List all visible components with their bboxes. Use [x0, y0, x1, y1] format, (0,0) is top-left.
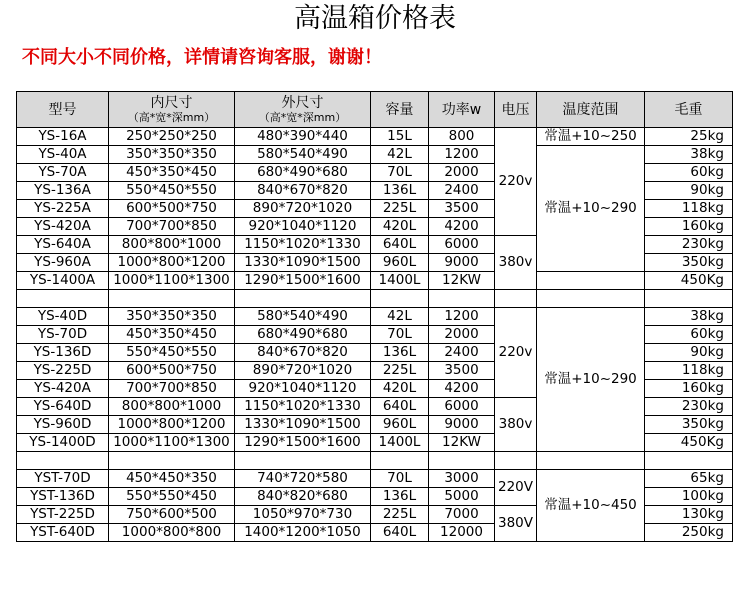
- cell-outer-size: 680*490*680: [235, 326, 371, 344]
- table-row: [17, 470, 733, 488]
- header-weight: 毛重: [645, 92, 733, 128]
- cell-power: 9000: [429, 416, 495, 434]
- blank-cell: [429, 452, 495, 470]
- cell-capacity: 42L: [371, 308, 429, 326]
- cell-capacity: 15L: [371, 128, 429, 146]
- cell-model: YS-420A: [17, 218, 109, 236]
- cell-power: 3500: [429, 362, 495, 380]
- cell-power: 5000: [429, 488, 495, 506]
- cell-power: 6000: [429, 398, 495, 416]
- cell-inner-size: 1000*800*800: [109, 524, 235, 542]
- cell-capacity: 225L: [371, 200, 429, 218]
- cell-inner-size: 1000*800*1200: [109, 254, 235, 272]
- cell-weight: 160kg: [645, 380, 733, 398]
- cell-capacity: 420L: [371, 218, 429, 236]
- cell-weight: 65kg: [645, 470, 733, 488]
- cell-power: 3000: [429, 470, 495, 488]
- cell-capacity: 640L: [371, 236, 429, 254]
- cell-outer-size: 920*1040*1120: [235, 380, 371, 398]
- cell-outer-size: 1400*1200*1050: [235, 524, 371, 542]
- cell-outer-size: 840*670*820: [235, 344, 371, 362]
- cell-outer-size: 1330*1090*1500: [235, 416, 371, 434]
- header-model: 型号: [17, 92, 109, 128]
- cell-model: YS-136A: [17, 182, 109, 200]
- header-inner-size: [109, 92, 235, 128]
- cell-capacity: 70L: [371, 164, 429, 182]
- cell-inner-size: 750*600*500: [109, 506, 235, 524]
- cell-model: YS-1400A: [17, 272, 109, 290]
- cell-outer-size: 480*390*440: [235, 128, 371, 146]
- cell-capacity: 225L: [371, 506, 429, 524]
- cell-power: 800: [429, 128, 495, 146]
- cell-voltage: 220V: [495, 470, 537, 506]
- cell-model: YS-960A: [17, 254, 109, 272]
- cell-temp-range: [537, 272, 645, 290]
- cell-weight: 230kg: [645, 398, 733, 416]
- cell-inner-size: 700*700*850: [109, 380, 235, 398]
- cell-weight: 25kg: [645, 128, 733, 146]
- cell-model: YS-70D: [17, 326, 109, 344]
- blank-cell: [495, 290, 537, 308]
- page-title: 高温箱价格表: [294, 3, 456, 34]
- cell-capacity: 1400L: [371, 272, 429, 290]
- cell-inner-size: 800*800*1000: [109, 398, 235, 416]
- cell-inner-size: 450*450*350: [109, 470, 235, 488]
- cell-model: YS-16A: [17, 128, 109, 146]
- cell-power: 1200: [429, 308, 495, 326]
- cell-inner-size: 350*350*350: [109, 308, 235, 326]
- cell-capacity: 42L: [371, 146, 429, 164]
- separator-row: [17, 290, 733, 308]
- cell-weight: 450Kg: [645, 272, 733, 290]
- cell-outer-size: 890*720*1020: [235, 362, 371, 380]
- cell-weight: 130kg: [645, 506, 733, 524]
- cell-outer-size: 1290*1500*1600: [235, 272, 371, 290]
- blank-cell: [429, 290, 495, 308]
- cell-capacity: 960L: [371, 416, 429, 434]
- header-power: 功率w: [429, 92, 495, 128]
- cell-model: YST-225D: [17, 506, 109, 524]
- cell-capacity: 640L: [371, 524, 429, 542]
- header-capacity: 容量: [371, 92, 429, 128]
- cell-weight: 230kg: [645, 236, 733, 254]
- cell-temp-range: 常温+10~250: [537, 128, 645, 146]
- cell-weight: 60kg: [645, 326, 733, 344]
- cell-outer-size: 1150*1020*1330: [235, 398, 371, 416]
- cell-outer-size: 840*670*820: [235, 182, 371, 200]
- cell-power: 12KW: [429, 272, 495, 290]
- cell-weight: 118kg: [645, 362, 733, 380]
- header-voltage: 电压: [495, 92, 537, 128]
- cell-outer-size: 920*1040*1120: [235, 218, 371, 236]
- cell-model: YS-960D: [17, 416, 109, 434]
- table-header: [17, 92, 733, 128]
- cell-weight: 60kg: [645, 164, 733, 182]
- cell-power: 3500: [429, 200, 495, 218]
- cell-capacity: 225L: [371, 362, 429, 380]
- blank-cell: [109, 452, 235, 470]
- price-table: [16, 91, 733, 542]
- cell-capacity: 420L: [371, 380, 429, 398]
- cell-power: 9000: [429, 254, 495, 272]
- blank-cell: [371, 452, 429, 470]
- cell-weight: 250kg: [645, 524, 733, 542]
- cell-voltage: 380v: [495, 398, 537, 452]
- cell-weight: 450Kg: [645, 434, 733, 452]
- cell-capacity: 960L: [371, 254, 429, 272]
- cell-outer-size: 580*540*490: [235, 146, 371, 164]
- cell-capacity: 70L: [371, 326, 429, 344]
- table-row: [17, 128, 733, 146]
- cell-outer-size: 680*490*680: [235, 164, 371, 182]
- cell-model: YS-225A: [17, 200, 109, 218]
- cell-model: YS-40A: [17, 146, 109, 164]
- header-outer-unit: （高*宽*深mm）: [258, 111, 347, 124]
- header-inner-label: 内尺寸: [150, 95, 193, 111]
- blank-cell: [17, 452, 109, 470]
- cell-outer-size: 890*720*1020: [235, 200, 371, 218]
- cell-weight: 160kg: [645, 218, 733, 236]
- blank-cell: [109, 290, 235, 308]
- header-temp-range: 温度范围: [537, 92, 645, 128]
- cell-outer-size: 1150*1020*1330: [235, 236, 371, 254]
- cell-outer-size: 740*720*580: [235, 470, 371, 488]
- cell-weight: 100kg: [645, 488, 733, 506]
- cell-power: 4200: [429, 380, 495, 398]
- cell-inner-size: 250*250*250: [109, 128, 235, 146]
- cell-temp-range: 常温+10~290: [537, 146, 645, 272]
- table-row: [17, 308, 733, 326]
- cell-model: YS-40D: [17, 308, 109, 326]
- cell-outer-size: 580*540*490: [235, 308, 371, 326]
- cell-power: 6000: [429, 236, 495, 254]
- cell-power: 2000: [429, 326, 495, 344]
- cell-capacity: 70L: [371, 470, 429, 488]
- cell-power: 7000: [429, 506, 495, 524]
- cell-voltage: 220v: [495, 308, 537, 398]
- cell-power: 2000: [429, 164, 495, 182]
- table-row: [17, 146, 733, 164]
- cell-model: YS-640D: [17, 398, 109, 416]
- blank-cell: [235, 290, 371, 308]
- cell-voltage: 220v: [495, 128, 537, 236]
- cell-outer-size: 840*820*680: [235, 488, 371, 506]
- cell-outer-size: 1050*970*730: [235, 506, 371, 524]
- cell-inner-size: 450*350*450: [109, 326, 235, 344]
- cell-power: 4200: [429, 218, 495, 236]
- cell-model: YST-70D: [17, 470, 109, 488]
- cell-inner-size: 1000*800*1200: [109, 416, 235, 434]
- cell-inner-size: 600*500*750: [109, 200, 235, 218]
- cell-inner-size: 550*450*550: [109, 182, 235, 200]
- cell-inner-size: 550*550*450: [109, 488, 235, 506]
- cell-capacity: 640L: [371, 398, 429, 416]
- cell-weight: 118kg: [645, 200, 733, 218]
- blank-cell: [17, 290, 109, 308]
- cell-power: 2400: [429, 344, 495, 362]
- notice-text: 不同大小不同价格，详情请咨询客服，谢谢！: [22, 47, 382, 68]
- cell-outer-size: 1330*1090*1500: [235, 254, 371, 272]
- cell-inner-size: 1000*1100*1300: [109, 272, 235, 290]
- cell-outer-size: 1290*1500*1600: [235, 434, 371, 452]
- header-outer-size: [235, 92, 371, 128]
- cell-inner-size: 550*450*550: [109, 344, 235, 362]
- blank-cell: [537, 452, 645, 470]
- blank-cell: [645, 452, 733, 470]
- cell-model: YS-70A: [17, 164, 109, 182]
- cell-model: YS-1400D: [17, 434, 109, 452]
- cell-capacity: 136L: [371, 488, 429, 506]
- cell-inner-size: 800*800*1000: [109, 236, 235, 254]
- header-inner-unit: （高*宽*深mm）: [127, 111, 216, 124]
- cell-inner-size: 450*350*450: [109, 164, 235, 182]
- blank-cell: [235, 452, 371, 470]
- cell-capacity: 136L: [371, 344, 429, 362]
- blank-cell: [371, 290, 429, 308]
- separator-row: [17, 452, 733, 470]
- blank-cell: [645, 290, 733, 308]
- blank-cell: [495, 452, 537, 470]
- cell-weight: 350kg: [645, 416, 733, 434]
- cell-weight: 90kg: [645, 182, 733, 200]
- cell-power: 12KW: [429, 434, 495, 452]
- cell-voltage: 380V: [495, 506, 537, 542]
- table-row: [17, 272, 733, 290]
- blank-cell: [537, 290, 645, 308]
- cell-weight: 38kg: [645, 146, 733, 164]
- cell-inner-size: 600*500*750: [109, 362, 235, 380]
- cell-capacity: 136L: [371, 182, 429, 200]
- cell-inner-size: 1000*1100*1300: [109, 434, 235, 452]
- header-outer-label: 外尺寸: [281, 95, 324, 111]
- cell-weight: 90kg: [645, 344, 733, 362]
- cell-power: 2400: [429, 182, 495, 200]
- cell-power: 1200: [429, 146, 495, 164]
- cell-model: YS-640A: [17, 236, 109, 254]
- table-body: [17, 128, 733, 542]
- cell-temp-range: 常温+10~290: [537, 308, 645, 452]
- cell-model: YS-420A: [17, 380, 109, 398]
- cell-model: YST-640D: [17, 524, 109, 542]
- cell-model: YST-136D: [17, 488, 109, 506]
- cell-inner-size: 700*700*850: [109, 218, 235, 236]
- cell-voltage: 380v: [495, 236, 537, 290]
- cell-capacity: 1400L: [371, 434, 429, 452]
- cell-inner-size: 350*350*350: [109, 146, 235, 164]
- cell-power: 12000: [429, 524, 495, 542]
- cell-temp-range: 常温+10~450: [537, 470, 645, 542]
- cell-model: YS-136D: [17, 344, 109, 362]
- cell-model: YS-225D: [17, 362, 109, 380]
- cell-weight: 350kg: [645, 254, 733, 272]
- cell-weight: 38kg: [645, 308, 733, 326]
